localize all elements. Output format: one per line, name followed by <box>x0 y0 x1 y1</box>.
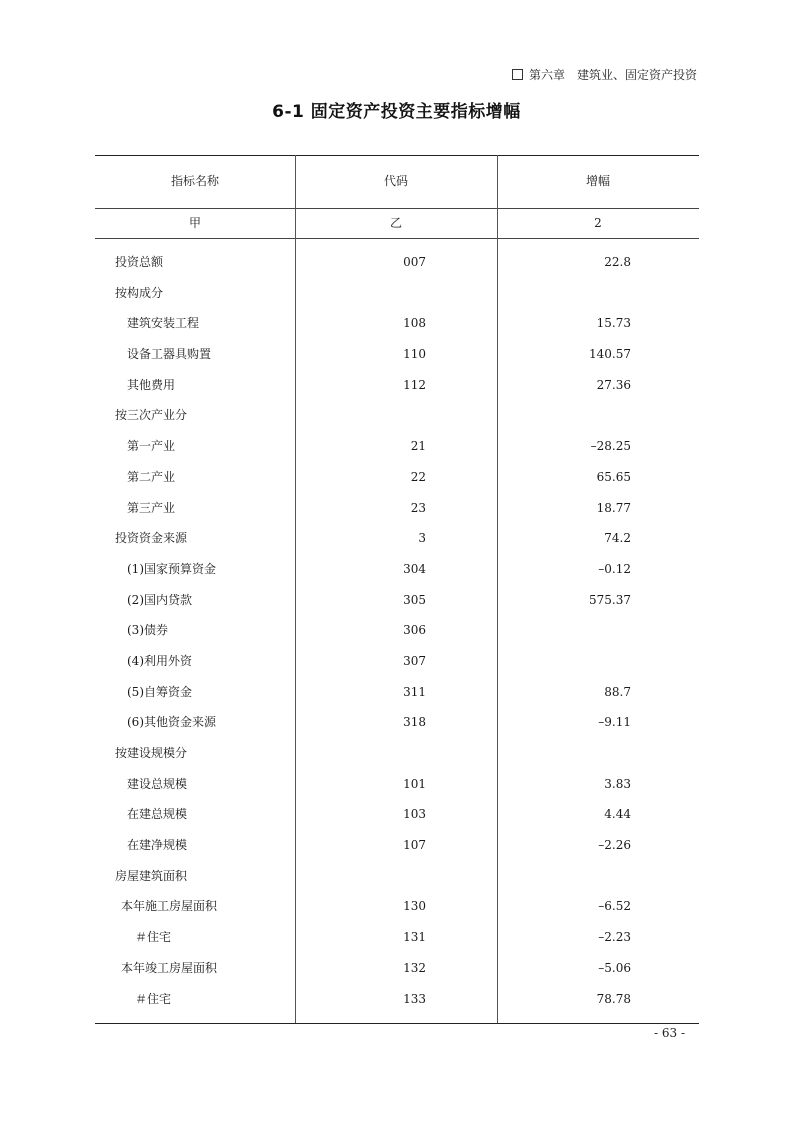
table-row <box>95 431 699 462</box>
row-indicator-name: (5)自筹资金 <box>127 684 192 699</box>
row-indicator-name: 本年竣工房屋面积 <box>121 960 218 975</box>
table-row <box>95 707 699 738</box>
row-indicator-name: 按三次产业分 <box>115 408 188 423</box>
table-row <box>95 523 699 554</box>
subheader-growth: 2 <box>594 216 602 230</box>
row-indicator-name: 第一产业 <box>127 439 176 454</box>
row-growth-value: 27.36 <box>596 377 631 392</box>
row-growth-value: 18.77 <box>596 500 631 515</box>
column-header-code: 代码 <box>383 174 408 188</box>
table-row <box>95 462 699 493</box>
row-growth-value: 3.83 <box>604 776 631 791</box>
table-body <box>95 247 699 1014</box>
row-indicator-name: (2)国内贷款 <box>127 592 192 607</box>
table-row <box>95 493 699 524</box>
table-row <box>95 891 699 922</box>
table-row <box>95 922 699 953</box>
row-code: 101 <box>403 776 426 791</box>
table-row <box>95 615 699 646</box>
row-indicator-name: 按构成分 <box>115 285 164 300</box>
row-growth-value: 88.7 <box>604 684 631 699</box>
row-indicator-name: 投资总额 <box>115 255 164 269</box>
row-code: 132 <box>403 960 426 975</box>
table-row <box>95 400 699 431</box>
row-indicator-name: 其他费用 <box>127 377 176 392</box>
row-growth-value: 74.2 <box>604 531 631 546</box>
subheader-name: 甲 <box>188 216 201 230</box>
table-row <box>95 308 699 339</box>
table-row <box>95 585 699 616</box>
row-code: 304 <box>403 561 426 576</box>
row-code: 311 <box>403 684 426 699</box>
row-code: 23 <box>410 500 426 515</box>
row-growth-value: 4.44 <box>604 807 631 822</box>
row-indicator-name: 第二产业 <box>127 469 176 484</box>
row-code: 305 <box>403 592 426 607</box>
row-indicator-name: 房屋建筑面积 <box>115 868 188 883</box>
subheader-rule <box>95 238 699 239</box>
row-growth-value: 65.65 <box>596 469 631 484</box>
row-code: 112 <box>403 377 426 392</box>
row-growth-value: 140.57 <box>589 347 631 362</box>
row-code: 108 <box>403 316 426 331</box>
table-row <box>95 830 699 861</box>
row-code: 107 <box>403 838 426 853</box>
table-row <box>95 247 699 278</box>
table-row <box>95 738 699 769</box>
table-title: 6-1 固定资产投资主要指标增幅 <box>272 102 521 122</box>
row-code: 110 <box>403 347 426 362</box>
table-row <box>95 984 699 1015</box>
table-row <box>95 278 699 309</box>
row-growth-value: 22.8 <box>604 255 631 269</box>
table-row <box>95 677 699 708</box>
row-growth-value: –6.52 <box>598 899 631 914</box>
row-growth-value: –2.26 <box>598 838 631 853</box>
running-header <box>512 66 697 83</box>
column-header-growth: 增幅 <box>585 174 610 188</box>
row-indicator-name: 本年施工房屋面积 <box>121 899 218 914</box>
row-indicator-name: (3)债券 <box>127 623 168 638</box>
table-row <box>95 646 699 677</box>
row-code: 306 <box>403 623 426 638</box>
row-code: 007 <box>403 255 426 269</box>
table-row <box>95 370 699 401</box>
row-code: 3 <box>418 531 426 546</box>
row-growth-value: 78.78 <box>596 991 631 1006</box>
row-code: 21 <box>410 439 426 454</box>
table-row <box>95 861 699 892</box>
row-indicator-name: (1)国家预算资金 <box>127 561 216 576</box>
row-indicator-name: 按建设规模分 <box>115 746 188 760</box>
row-code: 318 <box>403 715 426 730</box>
row-code: 133 <box>403 991 426 1006</box>
row-indicator-name: 设备工器具购置 <box>127 347 212 362</box>
row-indicator-name: 投资资金来源 <box>115 531 188 546</box>
row-growth-value: 575.37 <box>589 592 631 607</box>
row-code: 22 <box>410 469 426 484</box>
row-indicator-name: 建设总规模 <box>127 776 188 791</box>
page-number: - 63 - <box>653 1026 685 1040</box>
row-indicator-name: ＃住宅 <box>135 930 172 945</box>
row-code: 103 <box>403 807 426 822</box>
row-growth-value: –2.23 <box>598 930 631 945</box>
row-growth-value: 15.73 <box>596 316 631 331</box>
table-row <box>95 953 699 984</box>
row-indicator-name: 在建总规模 <box>127 807 188 822</box>
chapter-label: 第六章 建筑业、固定资产投资 <box>528 68 697 82</box>
table-row <box>95 339 699 370</box>
column-header-name: 指标名称 <box>170 174 219 188</box>
square-bullet-icon <box>512 69 523 80</box>
row-code: 131 <box>403 930 426 945</box>
row-indicator-name: (4)利用外资 <box>127 653 192 668</box>
table-row <box>95 554 699 585</box>
row-code: 307 <box>403 653 426 668</box>
row-growth-value: –9.11 <box>598 715 631 730</box>
row-growth-value: –0.12 <box>598 561 631 576</box>
row-indicator-name: (6)其他资金来源 <box>127 715 216 730</box>
table-bottom-rule <box>95 1023 699 1024</box>
row-indicator-name: 建筑安装工程 <box>127 316 200 331</box>
row-indicator-name: 在建净规模 <box>127 838 188 853</box>
table-row <box>95 769 699 800</box>
row-growth-value: –5.06 <box>598 960 631 975</box>
subheader-code: 乙 <box>389 216 402 230</box>
row-code: 130 <box>403 899 426 914</box>
row-indicator-name: ＃住宅 <box>135 991 172 1006</box>
row-indicator-name: 第三产业 <box>127 500 176 515</box>
table-row <box>95 799 699 830</box>
row-growth-value: –28.25 <box>590 439 631 454</box>
